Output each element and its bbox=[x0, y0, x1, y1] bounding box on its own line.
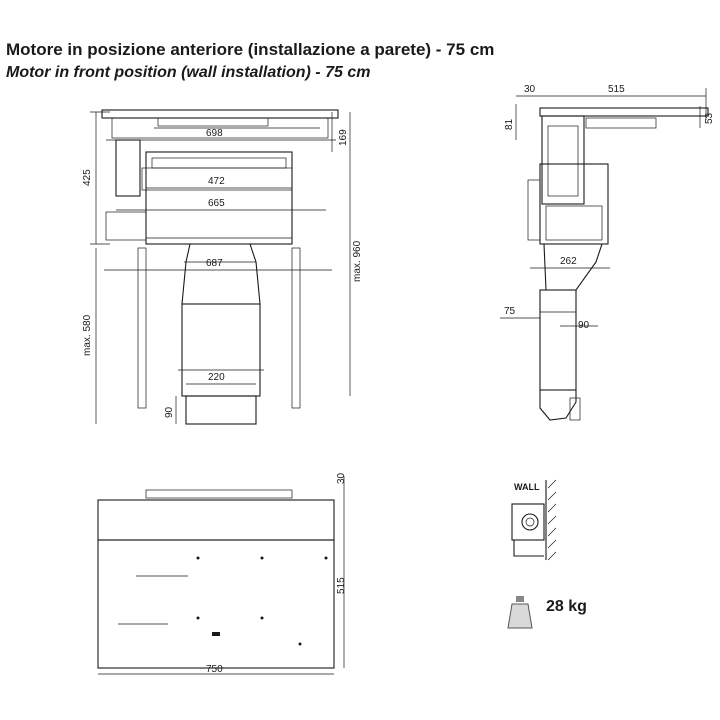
dim-425: 425 bbox=[82, 169, 93, 186]
wall-label: WALL bbox=[514, 482, 540, 492]
front-motor-block bbox=[116, 140, 140, 196]
front-view bbox=[82, 110, 363, 424]
side-elbow bbox=[540, 390, 576, 420]
dim-max-580: max. 580 bbox=[82, 314, 93, 356]
dim-max-960: max. 960 bbox=[352, 240, 363, 282]
wall-icon bbox=[512, 480, 556, 560]
top-hob bbox=[98, 540, 334, 668]
title-english: Motor in front position (wall installation) - 75 cm bbox=[6, 64, 371, 81]
dim-472: 472 bbox=[208, 176, 225, 187]
dim-665: 665 bbox=[208, 198, 225, 209]
dim-30-side: 30 bbox=[524, 84, 536, 95]
dim-698: 698 bbox=[206, 128, 223, 139]
side-view bbox=[500, 84, 715, 420]
dim-515-side: 515 bbox=[608, 84, 625, 95]
dim-75: 75 bbox=[504, 306, 516, 317]
dim-90-side: 90 bbox=[578, 320, 590, 331]
dim-90: 90 bbox=[164, 406, 175, 418]
front-hob-plate bbox=[102, 110, 338, 118]
dim-30-top: 30 bbox=[336, 472, 347, 484]
weight-label: 28 kg bbox=[546, 598, 587, 615]
side-hob-plate bbox=[540, 108, 708, 116]
front-outlet bbox=[186, 396, 256, 424]
dim-515-top: 515 bbox=[336, 577, 347, 594]
weight-icon bbox=[508, 596, 532, 628]
dim-750: 750 bbox=[206, 664, 223, 675]
dim-220: 220 bbox=[208, 372, 225, 383]
top-view bbox=[98, 472, 347, 675]
title-italian: Motore in posizione anteriore (installazione a parete) - 75 cm bbox=[6, 40, 495, 59]
dim-687: 687 bbox=[206, 258, 223, 269]
dim-262: 262 bbox=[560, 256, 577, 267]
dim-169: 169 bbox=[338, 129, 349, 146]
dim-53: 53 bbox=[704, 112, 715, 124]
dim-81: 81 bbox=[504, 118, 515, 130]
